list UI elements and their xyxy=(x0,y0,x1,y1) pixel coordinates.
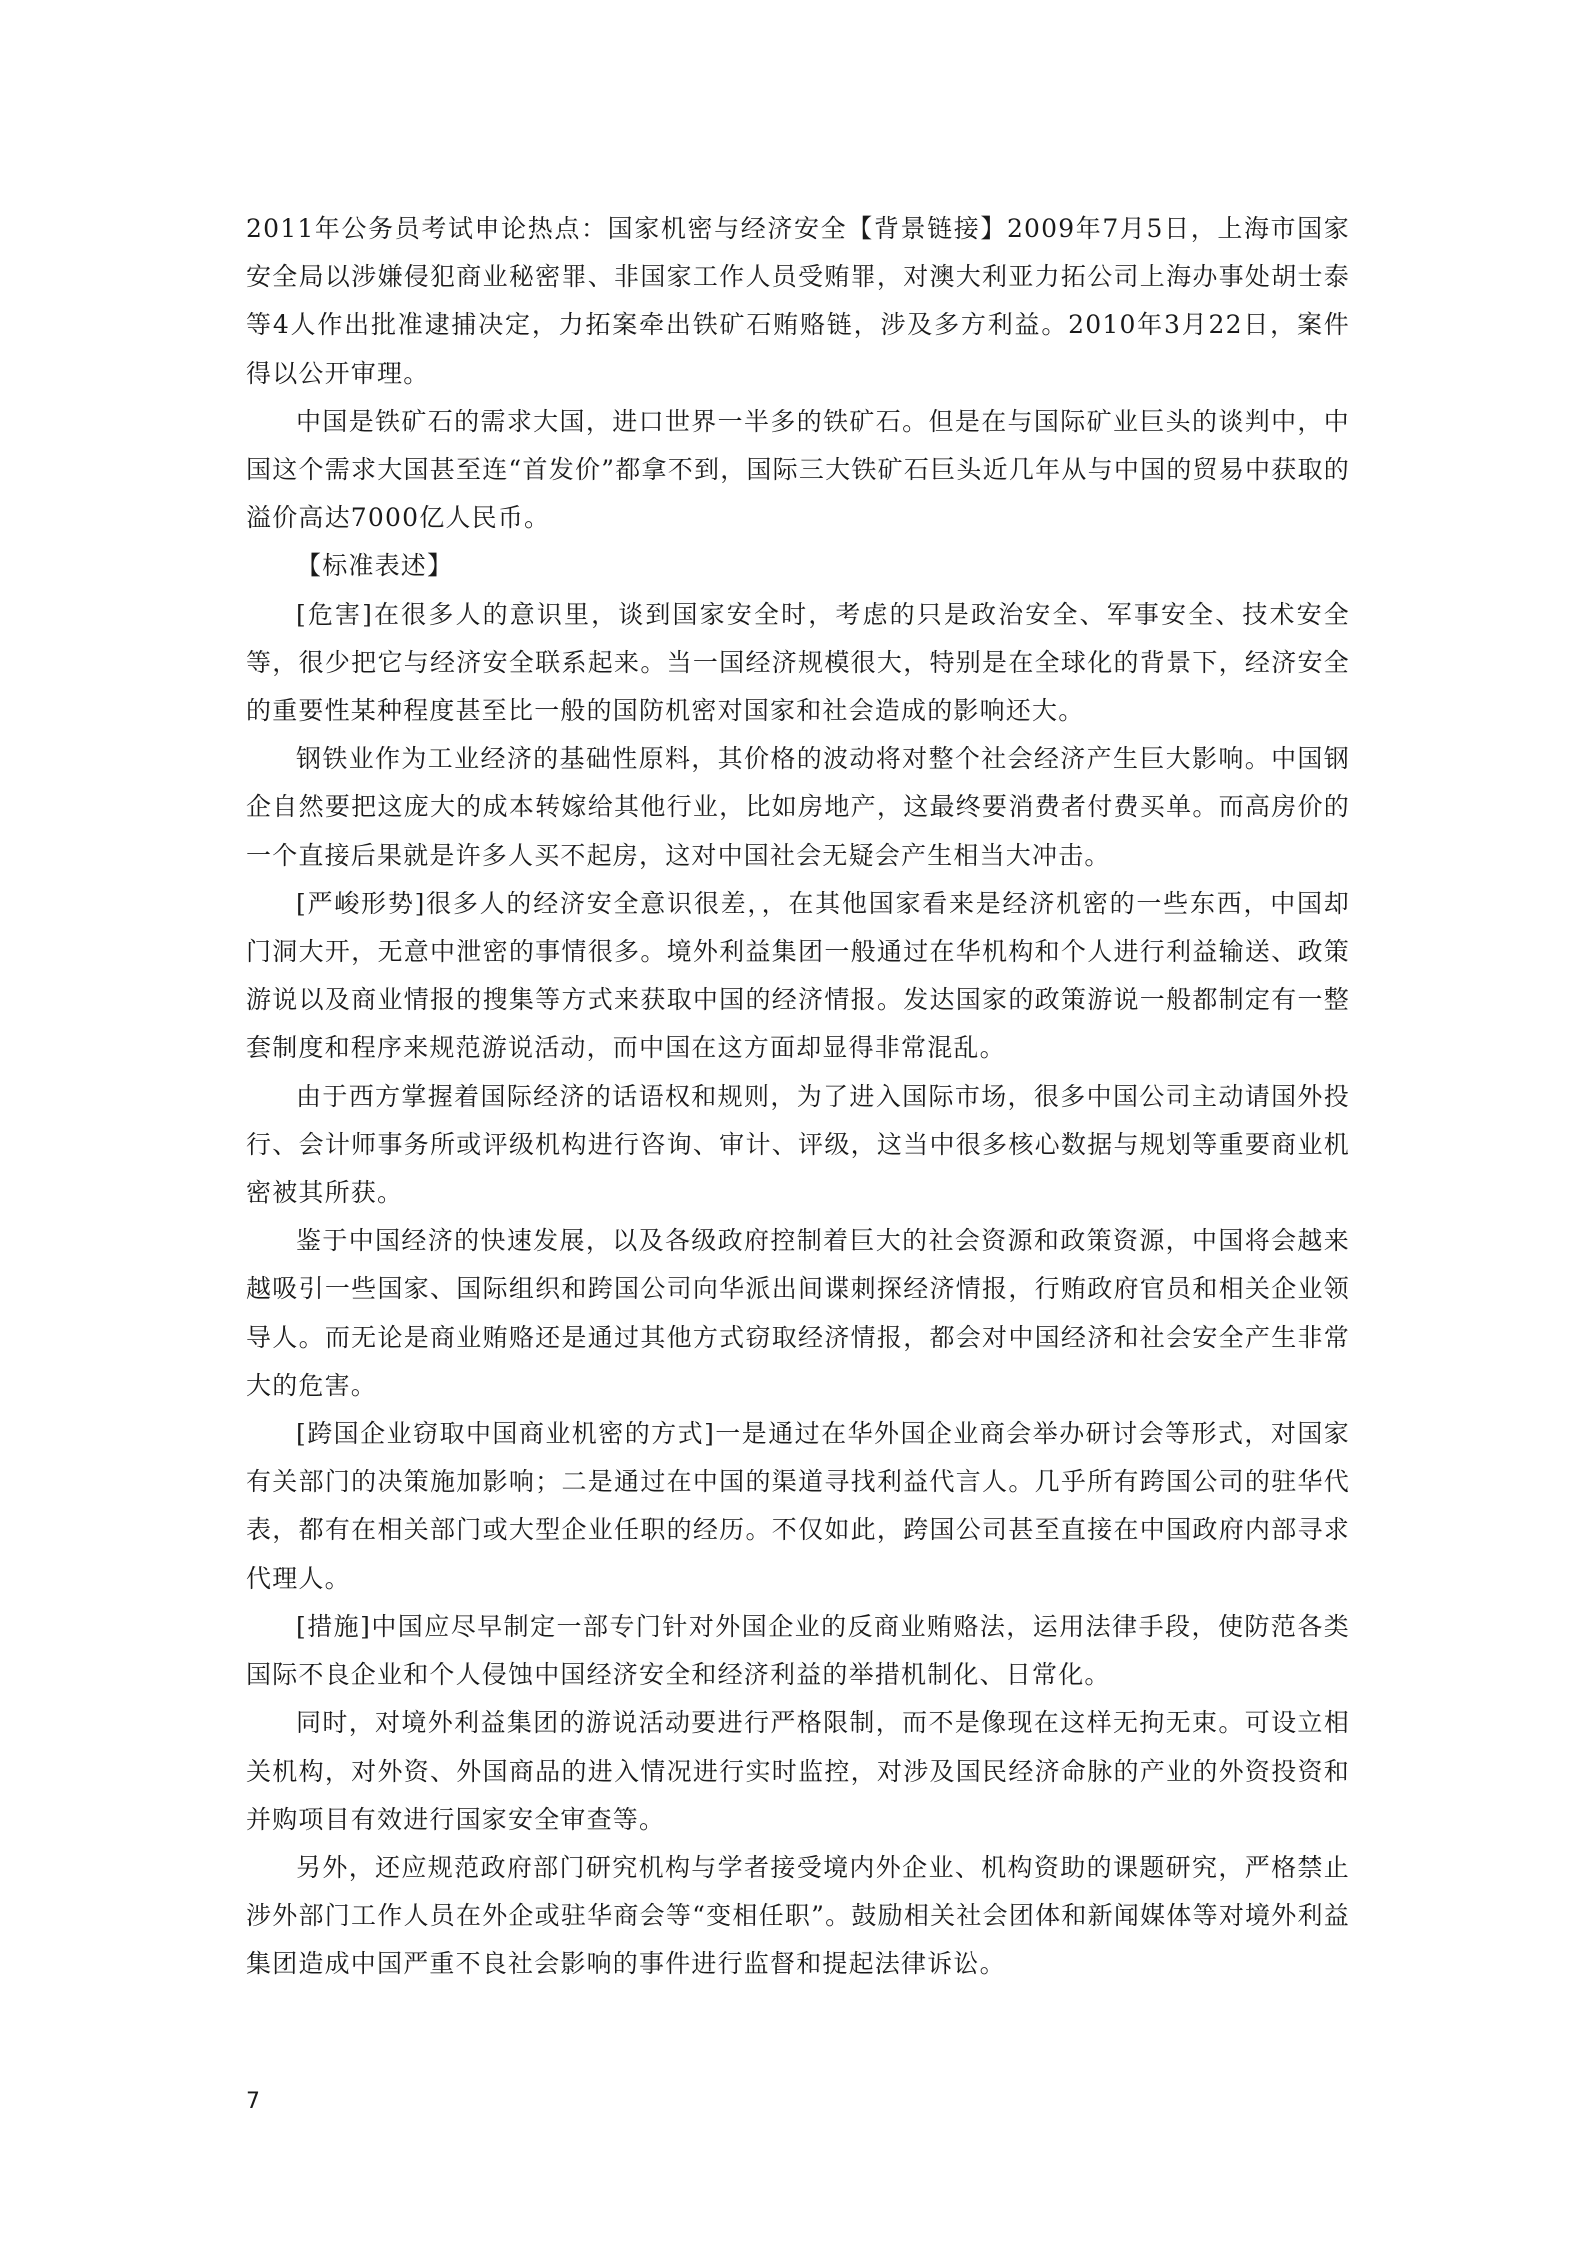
paragraph-lobbying-restrictions: 同时，对境外利益集团的游说活动要进行严格限制，而不是像现在这样无拘无束。可设立相关机构，对外资、外国商品的进入情况进行实时监控，对涉及国民经济命脉的产业的外资投资和并购项目有效进行国家安全审查等。 xyxy=(246,1708,1350,1834)
paragraph-western-rules: 由于西方掌握着国际经济的话语权和规则，为了进入国际市场，很多中国公司主动请国外投行、会计师事务所或评级机构进行咨询、审计、评级，这当中很多核心数据与规划等重要商业机密被其所获。 xyxy=(246,1081,1350,1208)
paragraph-title-background: 2011年公务员考试申论热点：国家机密与经济安全【背景链接】2009年7月5日，上海市国家安全局以涉嫌侵犯商业秘密罪、非国家工作人员受贿罪，对澳大利亚力拓公司上海办事处胡士泰等4人作出批准逮捕决定，力拓案牵出铁矿石贿赂链，涉及多方利益。2010年3月22日，案件得以公开审理。 xyxy=(246,214,1350,388)
paragraph-harm: [危害]在很多人的意识里，谈到国家安全时，考虑的只是政治安全、军事安全、技术安全等，很少把它与经济安全联系起来。当一国经济规模很大，特别是在全球化的背景下，经济安全的重要性某种程度甚至比一般的国防机密对国家和社会造成的影响还大。 xyxy=(246,599,1350,726)
page-number: 7 xyxy=(246,2089,260,2114)
paragraph-iron-ore-demand: 中国是铁矿石的需求大国，进口世界一半多的铁矿石。但是在与国际矿业巨头的谈判中，中国这个需求大国甚至连“首发价”都拿不到，国际三大铁矿石巨头近几年从与中国的贸易中获取的溢价高达7000亿人民币。 xyxy=(246,406,1350,533)
document-body xyxy=(246,205,1350,1989)
paragraph-standard-expression-heading: 【标准表述】 xyxy=(296,551,454,581)
paragraph-multinational-methods: [跨国企业窃取中国商业机密的方式]一是通过在华外国企业商会举办研讨会等形式，对国家有关部门的决策施加影响；二是通过在中国的渠道寻找利益代言人。几乎所有跨国公司的驻华代表，都有在相关部门或大型企业任职的经历。不仅如此，跨国公司甚至直接在中国政府内部寻求代理人。 xyxy=(246,1419,1350,1593)
paragraph-espionage: 鉴于中国经济的快速发展，以及各级政府控制着巨大的社会资源和政策资源，中国将会越来越吸引一些国家、国际组织和跨国公司向华派出间谍刺探经济情报，行贿政府官员和相关企业领导人。而无论是商业贿赂还是通过其他方式窃取经济情报，都会对中国经济和社会安全产生非常大的危害。 xyxy=(246,1226,1350,1400)
paragraph-additional-measures: 另外，还应规范政府部门研究机构与学者接受境内外企业、机构资助的课题研究，严格禁止涉外部门工作人员在外企或驻华商会等“变相任职”。鼓励相关社会团体和新闻媒体等对境外利益集团造成中国严重不良社会影响的事件进行监督和提起法律诉讼。 xyxy=(246,1852,1350,1979)
paragraph-severe-situation: [严峻形势]很多人的经济安全意识很差，，在其他国家看来是经济机密的一些东西，中国却门洞大开，无意中泄密的事情很多。境外利益集团一般通过在华机构和个人进行利益输送、政策游说以及商业情报的搜集等方式来获取中国的经济情报。发达国家的政策游说一般都制定有一整套制度和程序来规范游说活动，而中国在这方面却显得非常混乱。 xyxy=(246,888,1350,1063)
paragraph-steel-industry: 钢铁业作为工业经济的基础性原料，其价格的波动将对整个社会经济产生巨大影响。中国钢企自然要把这庞大的成本转嫁给其他行业，比如房地产，这最终要消费者付费买单。而高房价的一个直接后果就是许多人买不起房，这对中国社会无疑会产生相当大冲击。 xyxy=(246,744,1350,870)
paragraph-measures: [措施]中国应尽早制定一部专门针对外国企业的反商业贿赂法，运用法律手段，使防范各类国际不良企业和个人侵蚀中国经济安全和经济利益的举措机制化、日常化。 xyxy=(246,1611,1350,1690)
